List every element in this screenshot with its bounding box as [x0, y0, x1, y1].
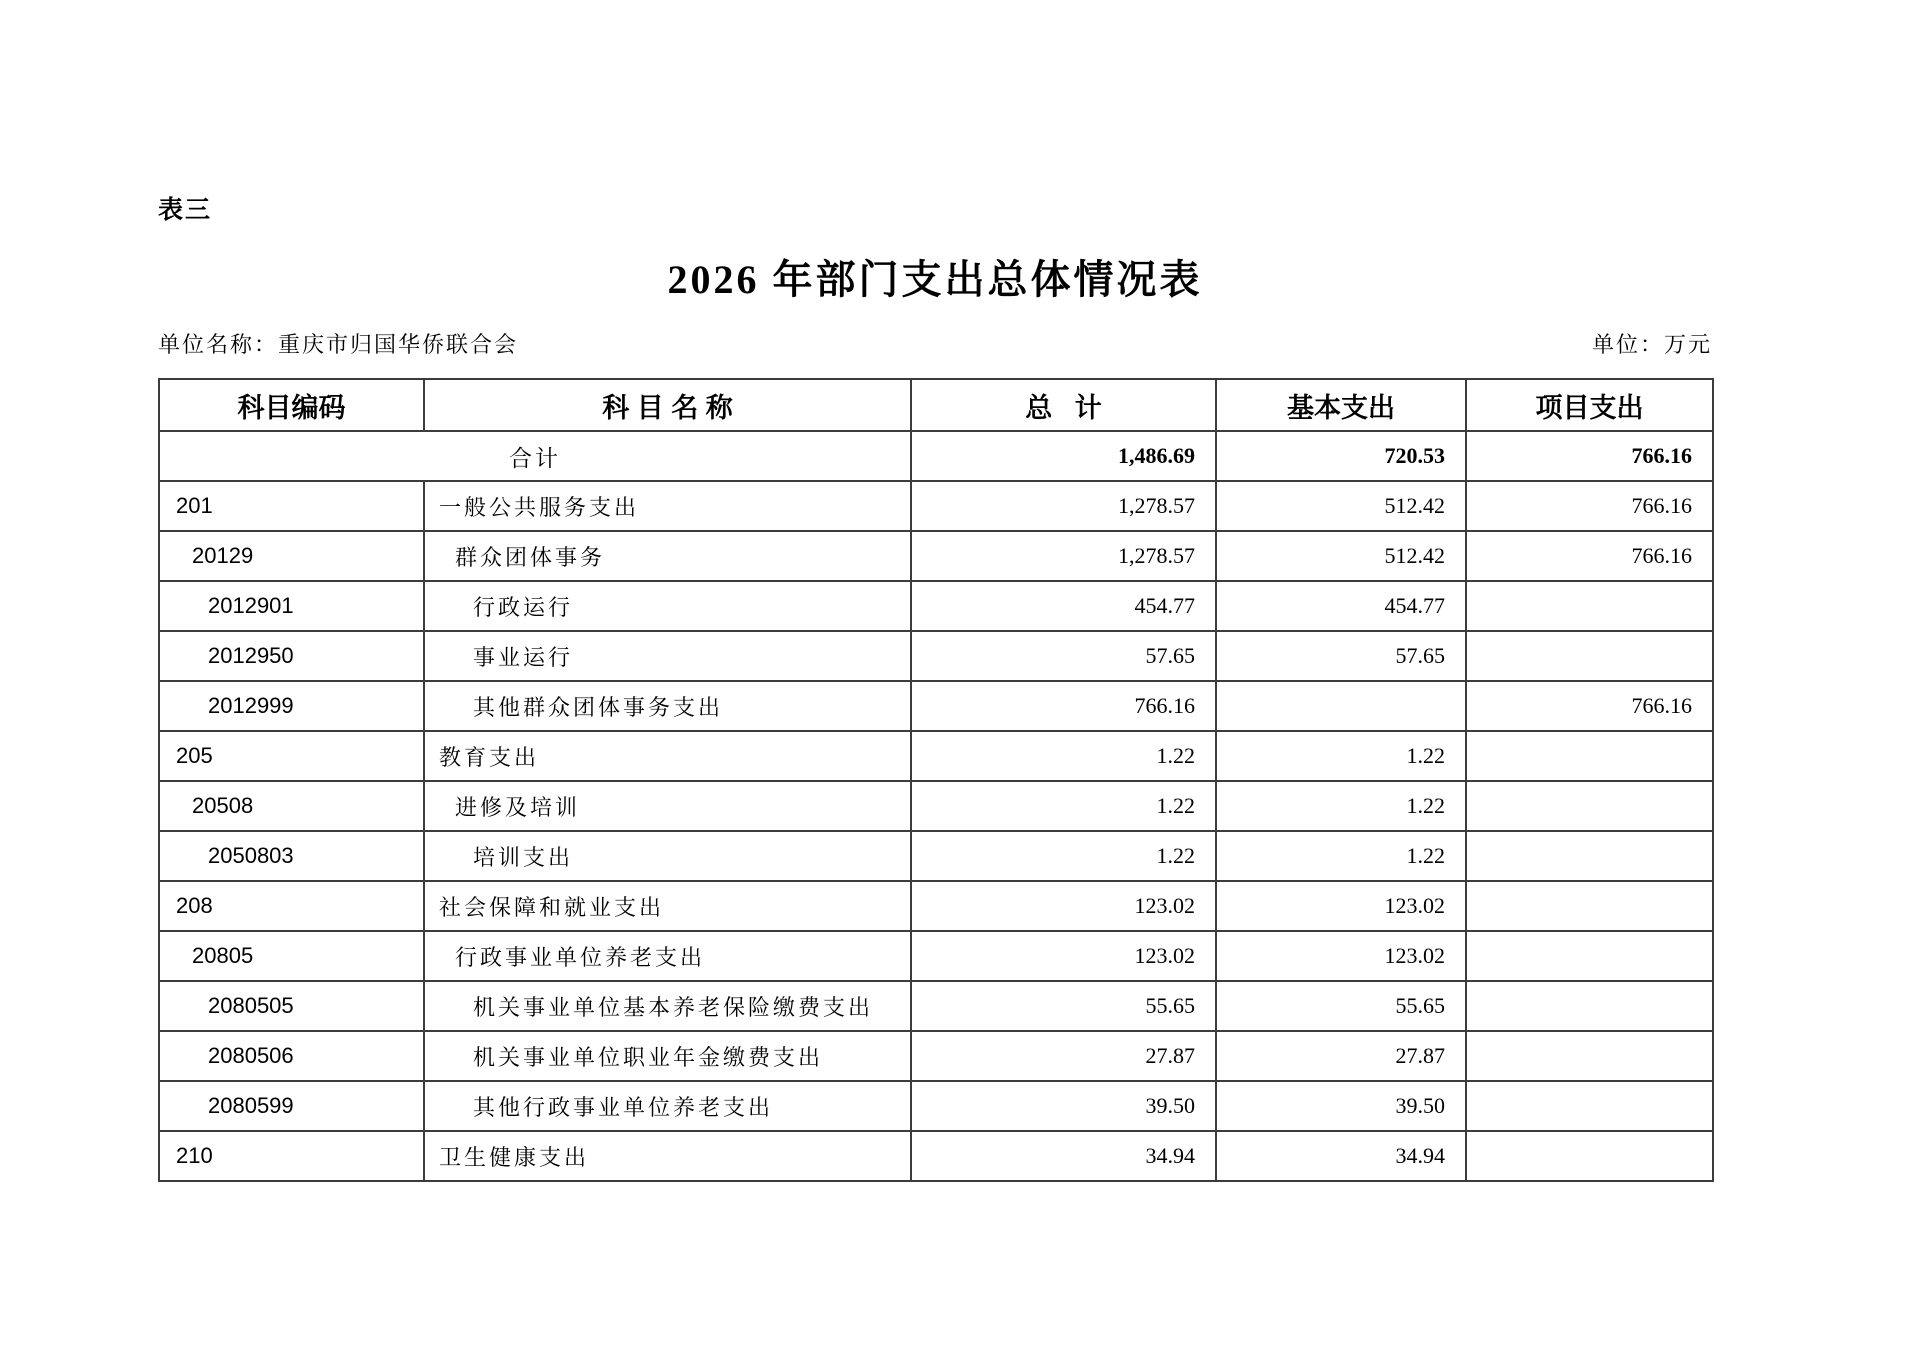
table-row [159, 1131, 1713, 1181]
table-row [159, 481, 1713, 531]
header-basic-expenditure: 基本支出 [1216, 379, 1466, 431]
total-row [159, 431, 1713, 481]
basic-expenditure-cell: 1.22 [1216, 781, 1466, 831]
basic-expenditure-cell: 512.42 [1216, 531, 1466, 581]
project-expenditure-cell: 766.16 [1466, 481, 1713, 531]
subject-code-cell: 2080505 [159, 981, 424, 1031]
project-expenditure-cell [1466, 931, 1713, 981]
project-expenditure-cell: 766.16 [1466, 531, 1713, 581]
subject-code-cell: 2050803 [159, 831, 424, 881]
project-expenditure-cell [1466, 781, 1713, 831]
basic-expenditure-cell: 123.02 [1216, 931, 1466, 981]
subject-code-cell: 2012999 [159, 681, 424, 731]
grand-total-cell: 34.94 [911, 1131, 1216, 1181]
expenditure-table [158, 378, 1714, 1182]
grand-total-cell: 766.16 [911, 681, 1216, 731]
project-expenditure-cell [1466, 881, 1713, 931]
total-row-project: 766.16 [1466, 431, 1713, 481]
table-row [159, 1031, 1713, 1081]
project-expenditure-cell [1466, 831, 1713, 881]
subject-name-cell: 进修及培训 [424, 781, 911, 831]
subject-name-cell: 卫生健康支出 [424, 1131, 911, 1181]
project-expenditure-cell [1466, 1131, 1713, 1181]
grand-total-cell: 1.22 [911, 731, 1216, 781]
table-row [159, 581, 1713, 631]
subject-code-cell: 210 [159, 1131, 424, 1181]
basic-expenditure-cell: 55.65 [1216, 981, 1466, 1031]
subject-name-cell: 一般公共服务支出 [424, 481, 911, 531]
subject-code-cell: 2080506 [159, 1031, 424, 1081]
subject-code-cell: 2012901 [159, 581, 424, 631]
table-row [159, 1081, 1713, 1131]
subject-name-cell: 行政事业单位养老支出 [424, 931, 911, 981]
basic-expenditure-cell [1216, 681, 1466, 731]
table-body [159, 431, 1713, 1181]
document-page [158, 0, 1712, 1357]
subject-name-cell: 社会保障和就业支出 [424, 881, 911, 931]
subject-code-cell: 205 [159, 731, 424, 781]
currency-unit-label: 单位：万元 [1591, 332, 1712, 357]
project-expenditure-cell [1466, 731, 1713, 781]
subject-name-cell: 事业运行 [424, 631, 911, 681]
project-expenditure-cell [1466, 1031, 1713, 1081]
table-row [159, 731, 1713, 781]
basic-expenditure-cell: 1.22 [1216, 831, 1466, 881]
header-project-expenditure: 项目支出 [1466, 379, 1713, 431]
grand-total-cell: 1.22 [911, 781, 1216, 831]
subject-name-cell: 行政运行 [424, 581, 911, 631]
total-row-grand-total: 1,486.69 [911, 431, 1216, 481]
project-expenditure-cell: 766.16 [1466, 681, 1713, 731]
grand-total-cell: 27.87 [911, 1031, 1216, 1081]
basic-expenditure-cell: 454.77 [1216, 581, 1466, 631]
table-row [159, 531, 1713, 581]
header-subject-name: 科 目 名 称 [424, 379, 911, 431]
grand-total-cell: 454.77 [911, 581, 1216, 631]
page-title: 2026 年部门支出总体情况表 [667, 257, 1203, 302]
basic-expenditure-cell: 512.42 [1216, 481, 1466, 531]
project-expenditure-cell [1466, 1081, 1713, 1131]
total-row-label: 合计 [159, 431, 911, 481]
grand-total-cell: 55.65 [911, 981, 1216, 1031]
subject-code-cell: 201 [159, 481, 424, 531]
project-expenditure-cell [1466, 981, 1713, 1031]
table-row [159, 931, 1713, 981]
table-row [159, 981, 1713, 1031]
table-row [159, 781, 1713, 831]
table-row [159, 831, 1713, 881]
table-row [159, 681, 1713, 731]
unit-info-line [158, 328, 1712, 359]
subject-name-cell: 其他群众团体事务支出 [424, 681, 911, 731]
subject-name-cell: 群众团体事务 [424, 531, 911, 581]
unit-name-label: 单位名称：重庆市归国华侨联合会 [158, 332, 519, 357]
subject-code-cell: 20805 [159, 931, 424, 981]
basic-expenditure-cell: 1.22 [1216, 731, 1466, 781]
grand-total-cell: 1,278.57 [911, 531, 1216, 581]
basic-expenditure-cell: 34.94 [1216, 1131, 1466, 1181]
grand-total-cell: 57.65 [911, 631, 1216, 681]
project-expenditure-cell [1466, 581, 1713, 631]
table-header-row [159, 379, 1713, 431]
basic-expenditure-cell: 123.02 [1216, 881, 1466, 931]
subject-code-cell: 2012950 [159, 631, 424, 681]
table-row [159, 881, 1713, 931]
table-row [159, 631, 1713, 681]
table-number-label: 表三 [158, 196, 213, 224]
basic-expenditure-cell: 57.65 [1216, 631, 1466, 681]
basic-expenditure-cell: 39.50 [1216, 1081, 1466, 1131]
grand-total-cell: 1.22 [911, 831, 1216, 881]
grand-total-cell: 39.50 [911, 1081, 1216, 1131]
total-row-basic: 720.53 [1216, 431, 1466, 481]
subject-code-cell: 20129 [159, 531, 424, 581]
grand-total-cell: 123.02 [911, 931, 1216, 981]
subject-name-cell: 培训支出 [424, 831, 911, 881]
subject-name-cell: 机关事业单位职业年金缴费支出 [424, 1031, 911, 1081]
subject-code-cell: 20508 [159, 781, 424, 831]
subject-name-cell: 机关事业单位基本养老保险缴费支出 [424, 981, 911, 1031]
subject-code-cell: 208 [159, 881, 424, 931]
header-subject-code: 科目编码 [159, 379, 424, 431]
header-grand-total: 总 计 [911, 379, 1216, 431]
grand-total-cell: 1,278.57 [911, 481, 1216, 531]
basic-expenditure-cell: 27.87 [1216, 1031, 1466, 1081]
project-expenditure-cell [1466, 631, 1713, 681]
subject-name-cell: 教育支出 [424, 731, 911, 781]
subject-name-cell: 其他行政事业单位养老支出 [424, 1081, 911, 1131]
grand-total-cell: 123.02 [911, 881, 1216, 931]
subject-code-cell: 2080599 [159, 1081, 424, 1131]
